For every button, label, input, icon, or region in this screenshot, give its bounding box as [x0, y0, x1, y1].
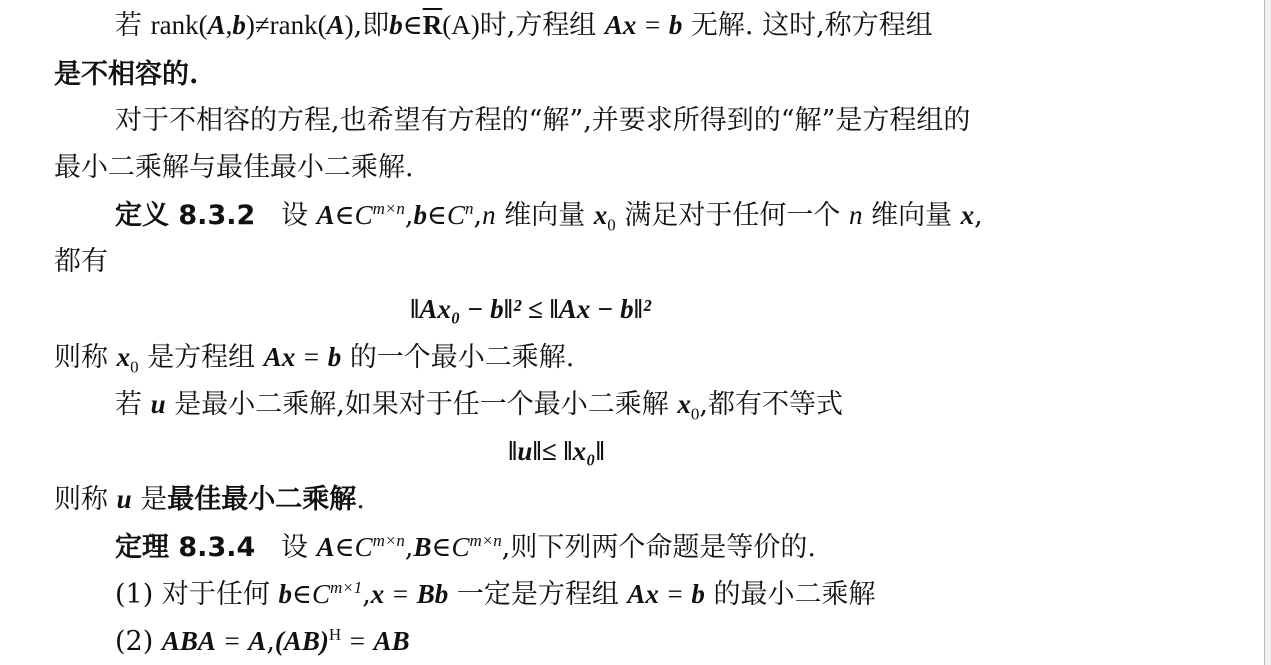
- paragraph-least-squares: 则称 $x_0$ 是方程组 Ax = b 的一个最小二乘解.: [54, 342, 575, 377]
- equation-least-squares: ‖Ax₀ − b‖² ≤ ‖Ax − b‖²: [410, 294, 651, 324]
- definition-continuation: 都有: [54, 246, 108, 277]
- definition-8-3-2: 定义 8.3.2 设 $A\in C^{m\times n},b\in C^n,n$ 维向量 $x_0$ 满足对于任何一个 n 维向量 x,: [115, 199, 983, 235]
- paragraph-best-least-squares: 若 u 是最小二乘解,如果对于任一个最小二乘解 $x_0$,都有不等式: [115, 389, 843, 424]
- equation-norm-inequality: ‖u‖≤ ‖x₀‖: [508, 436, 605, 466]
- page-edge: [1264, 0, 1271, 665]
- theorem-8-3-4: 定理 8.3.4 设 $A\in C^{m\times n},B\in C^{m\times n}$,则下列两个命题是等价的.: [115, 531, 816, 563]
- paragraph-line-3: 最小二乘解与最佳最小二乘解.: [54, 152, 414, 183]
- definition-label: 定义 8.3.2: [115, 200, 256, 231]
- paragraph-best-definition: 则称 u 是最佳最小二乘解.: [54, 484, 365, 515]
- theorem-item-1: (1) 对于任何 $b\in C^{m\times 1},x = Bb$ 一定是方程组 Ax = b 的最小二乘解: [115, 578, 876, 610]
- theorem-label: 定理 8.3.4: [115, 532, 256, 563]
- theorem-item-2: (2) ABA = A,(AB)$^H$ = AB: [115, 625, 410, 657]
- paragraph-line-2: 对于不相容的方程,也希望有方程的“解”,并要求所得到的“解”是方程组的: [115, 105, 971, 136]
- paragraph-line-1: 若 rank(A,b)≠rank(A),即$b\in\overline{R}(A)$时,方程组 Ax = b 无解. 这时,称方程组: [115, 10, 933, 41]
- paragraph-line-1b: 是不相容的.: [54, 59, 199, 90]
